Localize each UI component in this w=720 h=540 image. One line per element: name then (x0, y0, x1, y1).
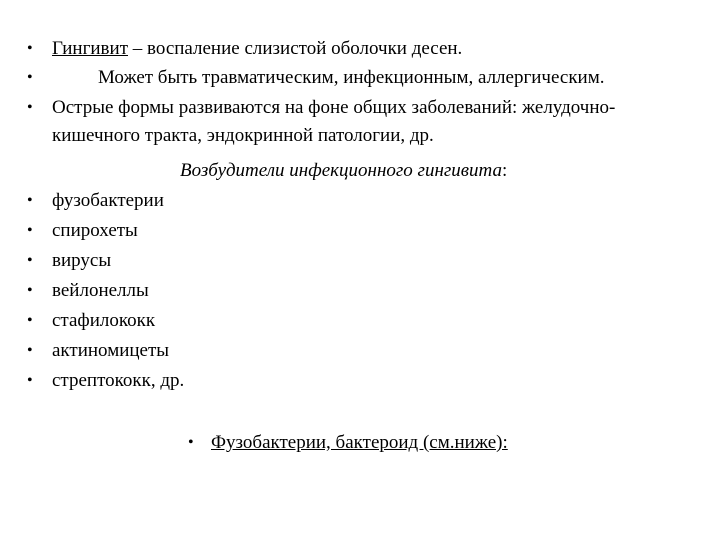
bullet-icon: • (27, 312, 33, 329)
pathogen-item: стрептококк, др. (52, 370, 185, 391)
pathogen-item: актиномицеты (52, 340, 170, 361)
acute-forms-text-1: Острые формы развиваются на фоне общих заболеваний: желудочно- (52, 97, 616, 118)
pathogen-item: фузобактерии (52, 190, 164, 211)
gingivitis-definition: – воспаление слизистой оболочки десен. (128, 38, 463, 59)
bullet-icon: • (188, 434, 194, 451)
bullet-icon: • (27, 40, 33, 57)
definition-text (52, 38, 462, 60)
fusobacteria-link[interactable]: Фузобактерии, бактероид (см.ниже): (211, 432, 508, 453)
bullet-icon: • (27, 372, 33, 389)
pathogens-heading (180, 160, 507, 182)
pathogen-item: стафилококк (52, 310, 156, 331)
pathogen-item: вирусы (52, 250, 112, 271)
acute-forms-text-2: кишечного тракта, эндокринной патологии, др. (52, 125, 434, 146)
bullet-icon: • (27, 342, 33, 359)
pathogen-item: спирохеты (52, 220, 138, 241)
pathogens-heading-text: Возбудители инфекционного гингивита (180, 160, 502, 181)
gingivitis-term: Гингивит (52, 38, 128, 59)
bullet-icon: • (27, 192, 33, 209)
pathogens-heading-colon: : (501, 160, 508, 181)
pathogen-item: вейлонеллы (52, 280, 149, 301)
types-text: Может быть травматическим, инфекционным, аллергическим. (98, 67, 605, 88)
bullet-icon: • (27, 252, 33, 269)
bullet-icon: • (27, 282, 33, 299)
bullet-icon: • (27, 69, 33, 86)
bullet-icon: • (27, 99, 33, 116)
bullet-icon: • (27, 222, 33, 239)
